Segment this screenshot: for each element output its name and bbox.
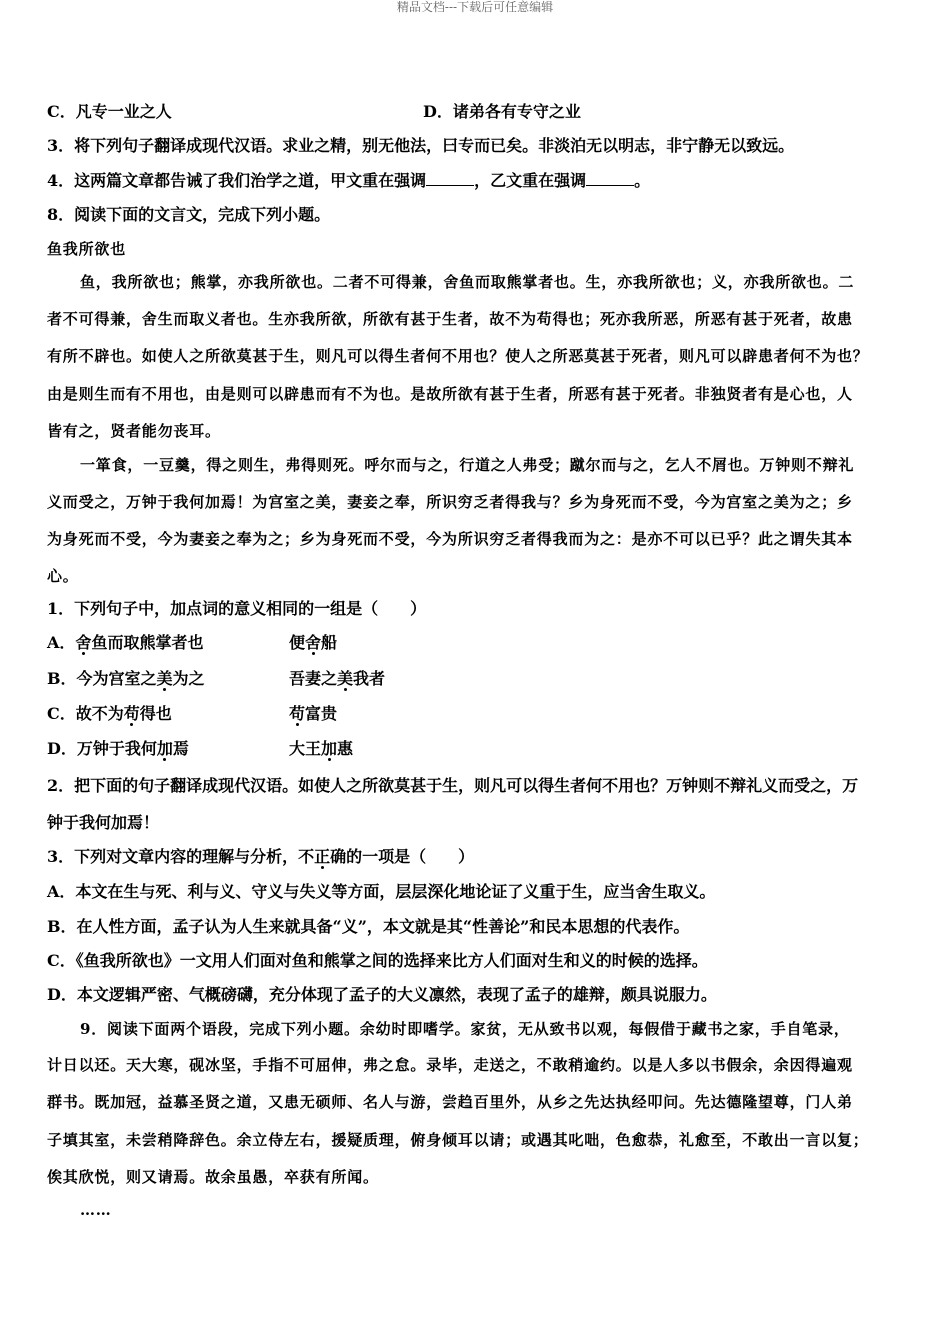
question-3: 3．下列对文章内容的理解与分析，不正确的一项是（ ） xyxy=(47,847,475,866)
passage-line: 群书。既加冠，益慕圣贤之道，又患无硕师、名人与游，尝趋百里外，从乡之先达执经叩问。先达德隆望尊，门人弟 xyxy=(47,1093,853,1111)
section-8-instruction: 8．阅读下面的文言文，完成下列小题。 xyxy=(47,205,331,224)
passage-line: 皆有之，贤者能勿丧耳。 xyxy=(47,422,221,440)
question-1: 1．下列句子中，加点词的意义相同的一组是（ ） xyxy=(47,599,427,618)
passage-line: 有所不辟也。如使人之所欲莫甚于生，则凡可以得生者何不用也？使人之所恶莫甚于死者，则凡可以辟患者何不为也？ xyxy=(47,347,869,365)
option-c[interactable]: C．故不为苟得也 苟富贵 xyxy=(47,704,338,723)
passage-line: 为身死而不受，今为妻妾之奉为之；乡为身死而不受，今为所识穷乏者得我而为之：是亦不可以已乎？此之谓失其本 xyxy=(47,530,853,548)
passage-line: 俟其欣悦，则又请焉。故余虽愚，卒获有所闻。 xyxy=(47,1168,379,1186)
option-b[interactable]: B．在人性方面，孟子认为人生来就具备“义”，本文就是其“性善论”和民本思想的代表作。 xyxy=(47,917,690,936)
page-header: 精品文档---下载后可任意编辑 xyxy=(396,0,554,14)
option-c-line: C．凡专一业之人 D．诸弟各有专守之业 xyxy=(47,102,581,121)
option-d[interactable]: D．万钟于我何加焉 大王加惠 xyxy=(47,739,354,758)
question-4: 4．这两篇文章都告诫了我们治学之道，甲文重在强调 ，乙文重在强调 。 xyxy=(47,171,651,190)
option-c[interactable]: C．《鱼我所欲也》一文用人们面对鱼和熊掌之间的选择来比方人们面对生和义的时候的选择。 xyxy=(47,951,708,970)
option-d[interactable]: D．本文逻辑严密、气概磅礴，充分体现了孟子的大义凛然，表现了孟子的雄辩，颇具说服力。 xyxy=(47,985,717,1004)
passage-title: 鱼我所欲也 xyxy=(47,240,127,258)
passage-line: 心。 xyxy=(47,567,79,585)
option-a[interactable]: A．舍鱼而取熊掌者也 便舍船 xyxy=(47,633,338,652)
passage-line: 子填其室，未尝稍降辞色。余立侍左右，援疑质理，俯身倾耳以请；或遇其叱咄，色愈恭，礼愈至，不敢出一言以复； xyxy=(47,1131,869,1149)
passage-line: 由是则生而有不用也，由是则可以辟患而有不为也。是故所欲有甚于生者，所恶有甚于死者。非独贤者有是心也，人 xyxy=(47,385,853,403)
passage-line: 一箪食，一豆羹，得之则生，弗得则死。呼尔而与之，行道之人弗受；蹴尔而与之，乞人不屑也。万钟则不辩礼 xyxy=(80,456,855,474)
question-3-translate: 3．将下列句子翻译成现代汉语。求业之精，别无他法，曰专而已矣。非淡泊无以明志，非宁静无以致远。 xyxy=(47,136,795,155)
question-2-cont: 钟于我何加焉！ xyxy=(47,813,160,832)
answer-blank[interactable] xyxy=(426,171,474,186)
passage-line: 者不可得兼，舍生而取义者也。生亦我所欲，所欲有甚于生者，故不为苟得也；死亦我所恶，所恶有甚于死者，故患 xyxy=(47,310,853,328)
question-2: 2．把下面的句子翻译成现代汉语。如使人之所欲莫甚于生，则凡可以得生者何不用也？万钟则不辩礼义而受之，万 xyxy=(47,776,859,795)
passage-line: 义而受之，万钟于我何加焉！为宫室之美，妻妾之奉，所识穷乏者得我与？乡为身死而不受，今为宫室之美为之；乡 xyxy=(47,493,853,511)
option-b[interactable]: B．今为宫室之美为之 吾妻之美我者 xyxy=(47,669,386,688)
answer-blank[interactable] xyxy=(586,171,634,186)
passage-line: 计日以还。天大寒，砚冰坚，手指不可屈伸，弗之怠。录毕，走送之，不敢稍逾约。以是人多以书假余，余因得遍观 xyxy=(47,1056,853,1074)
option-d: D．诸弟各有专守之业 xyxy=(423,102,581,121)
section-9-line: 9．阅读下面两个语段，完成下列小题。余幼时即嗜学。家贫，无从致书以观，每假借于藏书之家，手自笔录， xyxy=(80,1020,850,1038)
option-a[interactable]: A．本文在生与死、利与义、守义与失义等方面，层层深化地论证了义重于生，应当舍生取义。 xyxy=(47,882,716,901)
passage-line: 鱼，我所欲也；熊掌，亦我所欲也。二者不可得兼，舍鱼而取熊掌者也。生，亦我所欲也；义，亦我所欲也。二 xyxy=(80,273,855,291)
ellipsis: …… xyxy=(80,1201,112,1219)
